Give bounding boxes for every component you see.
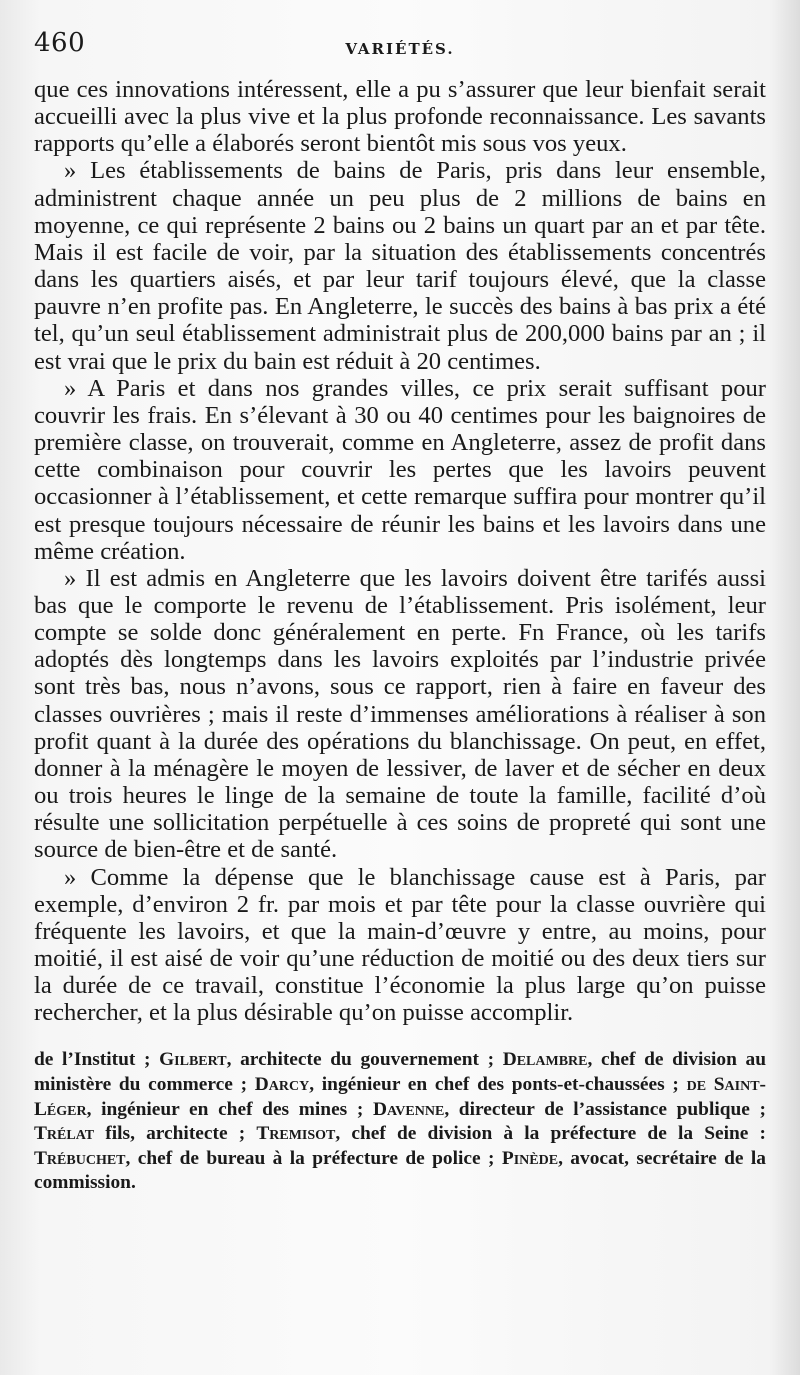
footnote-name: Tremisot <box>256 1123 336 1145</box>
paragraph-continued: que ces innovations intéressent, elle a pu s’assurer que leur bienfait serait accueilli avec la plus vive et la plus profonde reconnaissance. Les savants rapports qu’elle a élaborés seront bientôt mis sous vos yeux. <box>34 76 766 158</box>
footnote-text: fils, architecte ; <box>94 1123 257 1145</box>
running-head: VARIÉTÉS. <box>345 40 455 58</box>
footnote-name: Trélat <box>34 1123 95 1145</box>
footnote-text: , directeur de l’assistance publique ; <box>444 1098 766 1120</box>
footnote-name: Trébuchet <box>34 1147 126 1169</box>
paragraph: » Comme la dépense que le blanchissage cause est à Paris, par exemple, d’environ 2 fr. par mois et par tête pour la classe ouvrière qui fréquente les lavoirs, et que la main-d’œuvre y entre, au moins, pour moitié, il est aisé de voir qu’une réduction de moitié ou des deux tiers sur la durée de ce travail, constitue l’économie la plus large qu’on puisse rechercher, et la plus désirable qu’on puisse accomplir. <box>34 863 766 1027</box>
footnote-name: de Saint-Léger <box>34 1074 766 1120</box>
footnote-name: Darcy <box>254 1074 310 1096</box>
footnote-text: , ingénieur en chef des ponts-et-chaussées ; <box>309 1074 687 1096</box>
footnote-text: , ingénieur en chef des mines ; <box>86 1098 373 1120</box>
footnote-text: , architecte du gouvernement ; <box>226 1049 503 1071</box>
paragraph: » A Paris et dans nos grandes villes, ce prix serait suffisant pour couvrir les frais. En s’élevant à 30 ou 40 centimes pour les baignoires de première classe, on trouverait, comme en Angleterre, assez de profit dans cette combinaison pour couvrir les pertes que les lavoirs peuvent occasionner à l’établissement, et cette remarque suffira pour montrer qu’il est presque toujours nécessaire de réunir les bains et les lavoirs dans une même création. <box>34 374 766 565</box>
main-text <box>34 76 766 1026</box>
footnote-name: Pinède <box>501 1147 559 1169</box>
footnote-text: , chef de division au ministère du commerce ; <box>34 1049 766 1096</box>
page-number: 460 <box>34 28 86 58</box>
page-header <box>34 28 766 76</box>
footnote-name: Gilbert <box>159 1049 227 1071</box>
footnote-text: , avocat, secrétaire de la commission. <box>34 1147 766 1194</box>
footnote <box>34 1048 766 1196</box>
footnote-text: de l’Institut ; <box>34 1049 160 1071</box>
footnote-text: , chef de bureau à la préfecture de police ; <box>125 1147 502 1169</box>
footnote-text: , chef de division à la préfecture de la Seine : <box>335 1123 766 1145</box>
footnote-name: Delambre <box>502 1049 588 1071</box>
paragraph: » Il est admis en Angleterre que les lavoirs doivent être tarifés aussi bas que le comporte le revenu de l’établissement. Pris isolément, leur compte se solde donc généralement en perte. Fn France, où les tarifs adoptés dès longtemps dans les lavoirs exploités par l’industrie privée sont très bas, nous n’avons, sous ce rapport, rien à faire en faveur des classes ouvrières ; mais il reste d’immenses améliorations à réaliser à son profit quant à la durée des opérations du blanchissage. On peut, en effet, donner à la ménagère le moyen de lessiver, de laver et de sécher en deux ou trois heures le linge de la semaine de toute la famille, facilité d’où résulte une sollicitation perpétuelle à ces soins de propreté qui sont une source de bien-être et de santé. <box>34 564 766 864</box>
paragraph: » Les établissements de bains de Paris, pris dans leur ensemble, administrent chaque année un peu plus de 2 millions de bains en moyenne, ce qui représente 2 bains ou 2 bains un quart par an et par tête. Mais il est facile de voir, par la situation des établissements concentrés dans les quartiers aisés, et par leur tarif toujours élevé, que la classe pauvre n’en profite pas. En Angleterre, le succès des bains à bas prix a été tel, qu’un seul établissement administrait plus de 200,000 bains par an ; il est vrai que le prix du bain est réduit à 20 centimes. <box>34 157 766 375</box>
footnote-name: Davenne <box>372 1098 445 1120</box>
